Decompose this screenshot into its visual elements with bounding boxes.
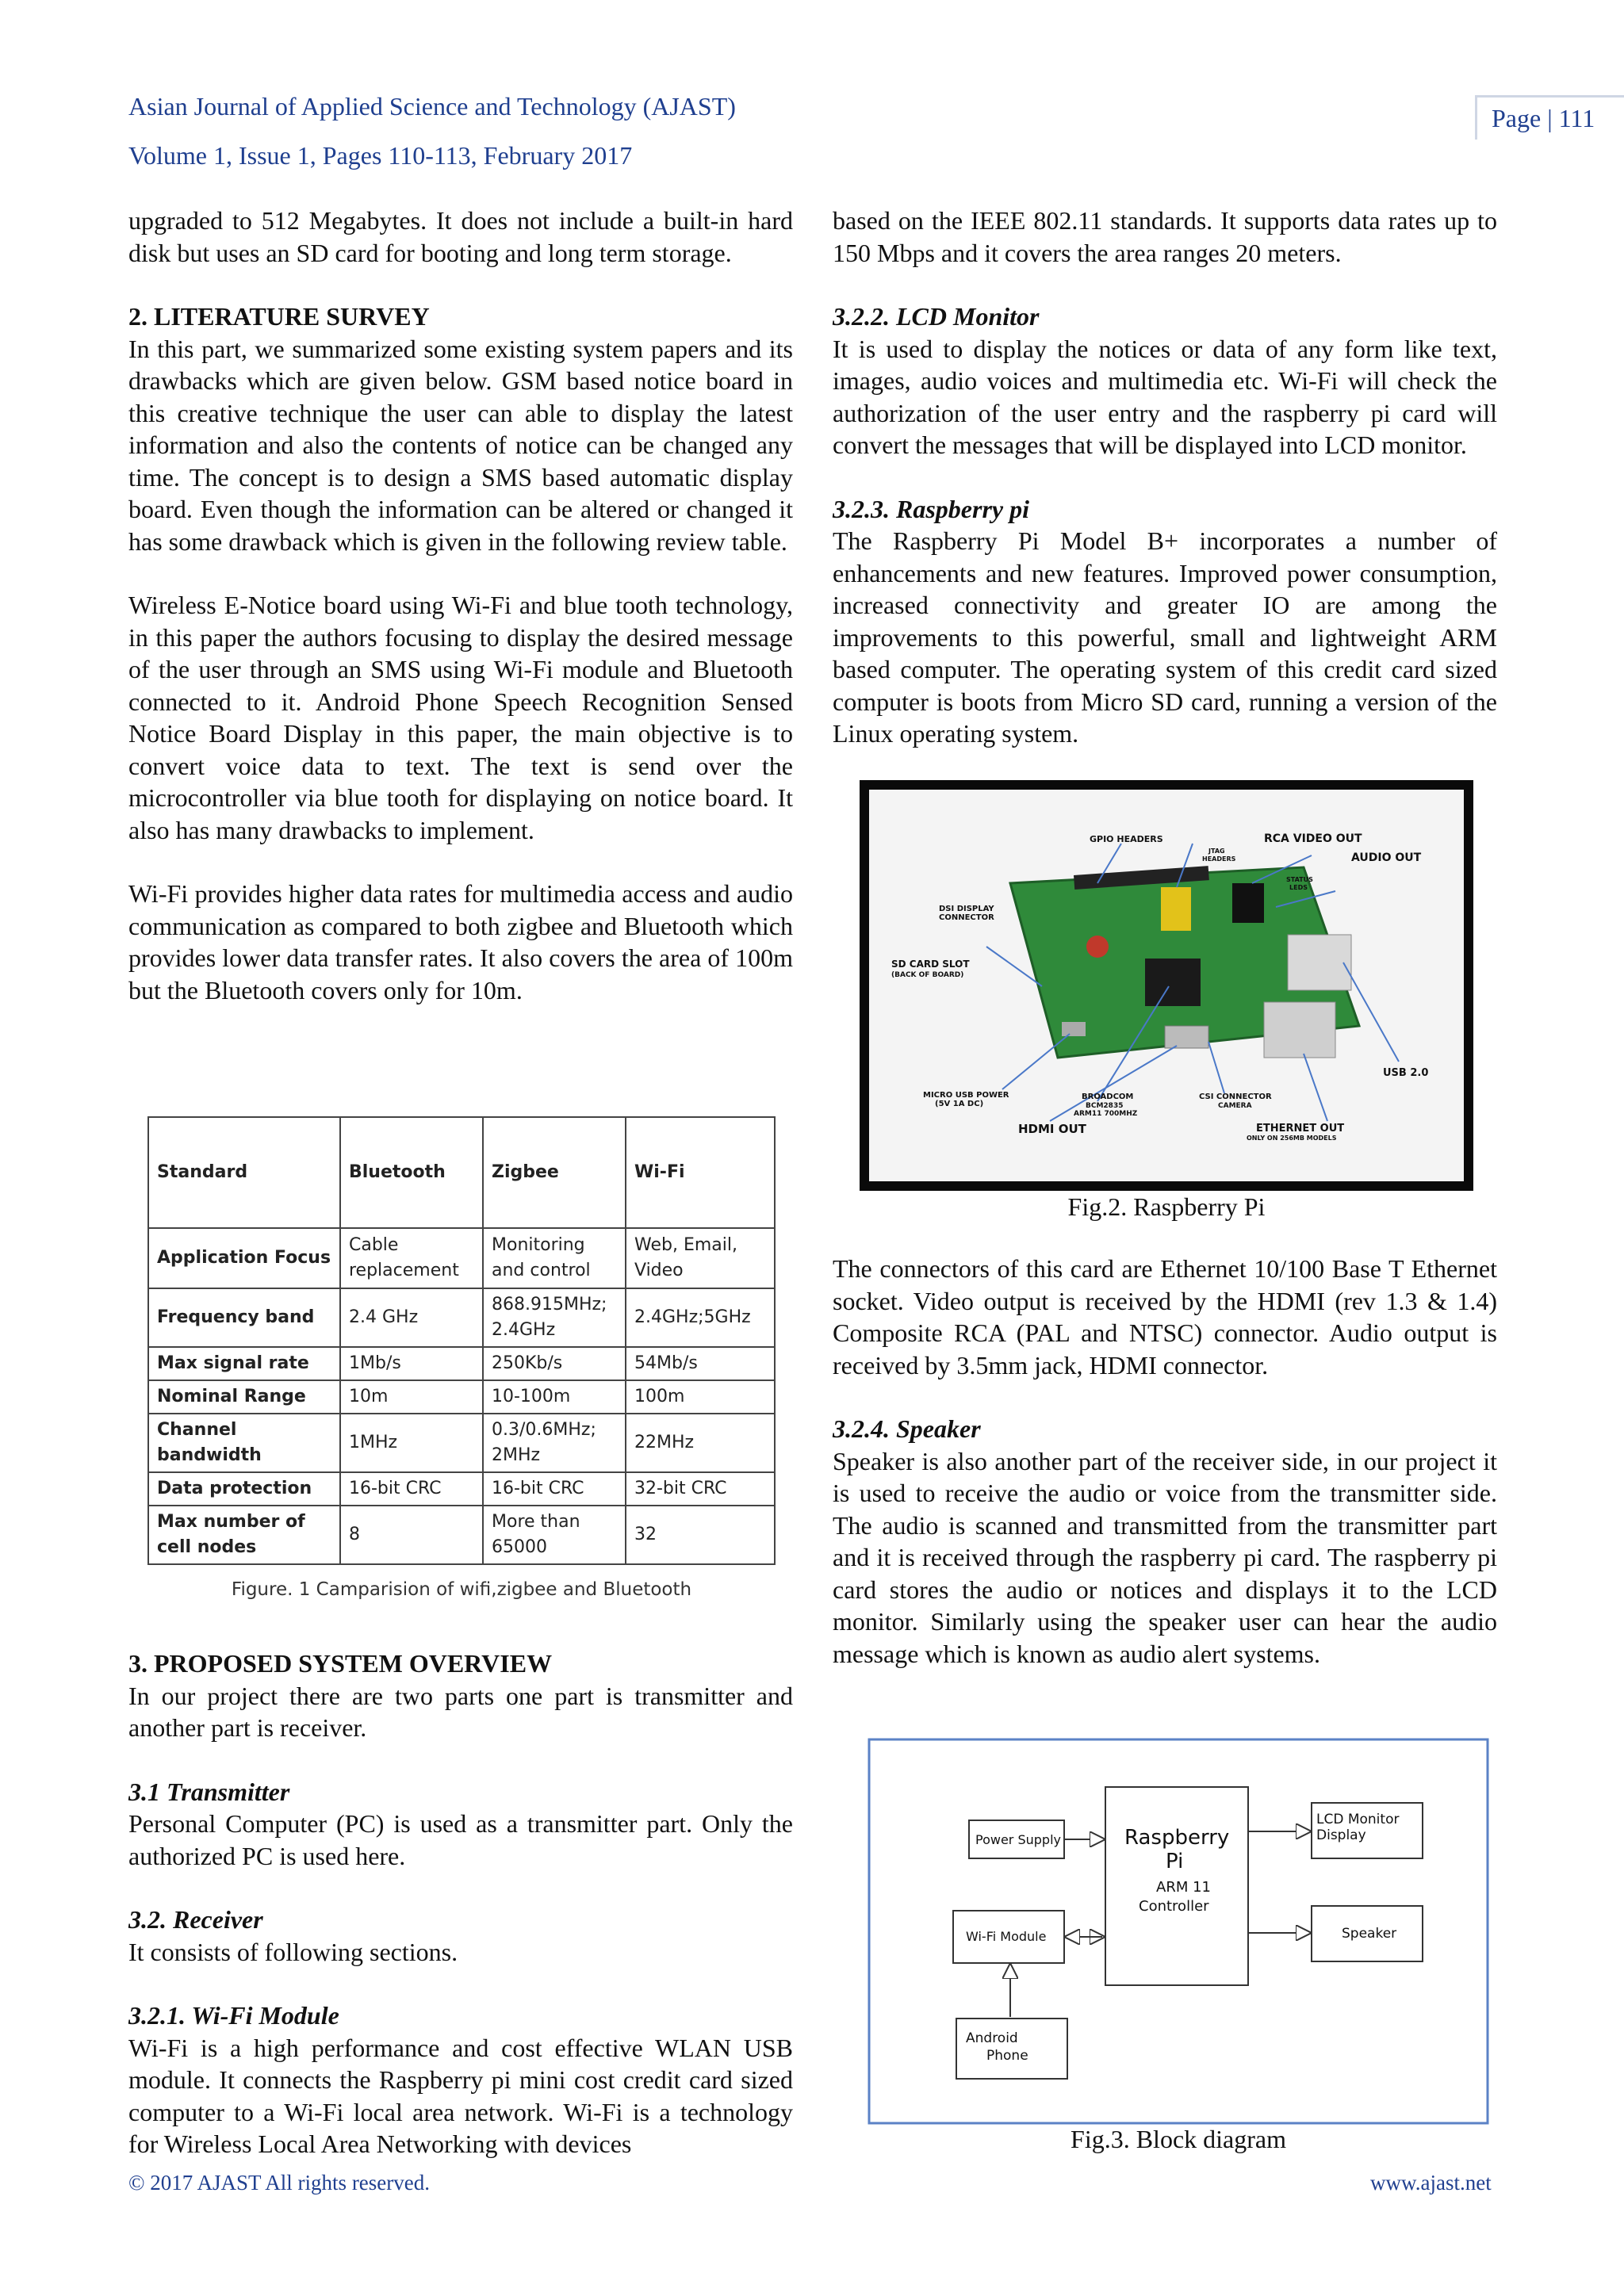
table-cell: Frequency band xyxy=(148,1288,340,1347)
label-gpio: GPIO HEADERS xyxy=(1090,834,1163,844)
table-cell: Web, Email, Video xyxy=(626,1228,775,1288)
label-audio: AUDIO OUT xyxy=(1351,851,1422,864)
page-number: Page | 111 xyxy=(1475,95,1624,140)
label-csi-1: CSI CONNECTOR xyxy=(1199,1093,1272,1101)
table-cell: 16-bit CRC xyxy=(483,1472,626,1506)
raspberry-logo xyxy=(1086,936,1109,958)
label-dsi-2: CONNECTOR xyxy=(939,913,994,922)
label-lcd-1: LCD Monitor xyxy=(1316,1812,1400,1827)
label-raspberry-1: Raspberry xyxy=(1124,1826,1230,1850)
broadcom-chip xyxy=(1145,959,1201,1006)
literature-paragraph: In this part, we summarized some existing system papers and its drawbacks which are given below. GSM based notice board in this creative technique the user can able to display the latest information and also the contents of notice can be changed any time. The concept is to design a SMS based automatic display board. Even though the information can be altered or changed it has some drawback which is given in the following review table. xyxy=(128,334,793,556)
receiver-paragraph: It consists of following sections. xyxy=(128,1937,458,1966)
table-cell: 8 xyxy=(340,1506,483,1564)
wifi-paragraph: Wi-Fi provides higher data rates for multimedia access and audio communication as compared to both zigbee and Bluetooth which provides lower data transfer rates. It also covers the area of 100m but the Bluetooth covers only for 10m. xyxy=(128,879,793,1004)
micro-usb-port xyxy=(1062,1022,1086,1036)
label-hdmi: HDMI OUT xyxy=(1018,1122,1086,1136)
table-header: Zigbee xyxy=(483,1117,626,1228)
label-wifi-module: Wi-Fi Module xyxy=(966,1929,1047,1944)
label-dsi-1: DSI DISPLAY xyxy=(939,905,994,913)
table-cell: 2.4 GHz xyxy=(340,1288,483,1347)
table-cell: 10-100m xyxy=(483,1380,626,1414)
label-csi-2: CAMERA xyxy=(1218,1102,1252,1110)
table-cell: 32-bit CRC xyxy=(626,1472,775,1506)
table-cell: Max signal rate xyxy=(148,1347,340,1380)
table-cell: Data protection xyxy=(148,1472,340,1506)
section-heading-proposed: 3. PROPOSED SYSTEM OVERVIEW xyxy=(128,1649,553,1678)
table-cell: 2.4GHz;5GHz xyxy=(626,1288,775,1347)
usb-port xyxy=(1288,935,1351,990)
comparison-table xyxy=(147,1116,776,1565)
wifi-module-paragraph: Wi-Fi is a high performance and cost effective WLAN USB module. It connects the Raspberry pi mini cost credit card sized computer to a Wi-Fi local area network. Wi-Fi is a technology for Wireless Local Area Networking with devices xyxy=(128,2033,793,2158)
intro-paragraph-right: based on the IEEE 802.11 standards. It supports data rates up to 150 Mbps and it covers the area ranges 20 meters. xyxy=(833,206,1497,267)
label-status-1: STATUS xyxy=(1286,876,1313,883)
label-raspberry-2: Pi xyxy=(1166,1850,1184,1873)
figure2-caption: Fig.2. Raspberry Pi xyxy=(1067,1192,1266,1221)
footer-copyright: © 2017 AJAST All rights reserved. xyxy=(128,2171,431,2195)
rca-connector xyxy=(1161,887,1191,931)
label-jtag-2: HEADERS xyxy=(1202,855,1236,863)
subsection-heading-speaker: 3.2.4. Speaker xyxy=(833,1414,981,1443)
hdmi-port xyxy=(1165,1026,1208,1048)
figure3-caption: Fig.3. Block diagram xyxy=(1071,2125,1286,2153)
volume-info: Volume 1, Issue 1, Pages 110-113, February 2017 xyxy=(128,141,633,170)
footer-website[interactable]: www.ajast.net xyxy=(1370,2171,1492,2195)
table-cell: 10m xyxy=(340,1380,483,1414)
label-micro-usb-2: (5V 1A DC) xyxy=(935,1100,984,1108)
table-cell: 868.915MHz; 2.4GHz xyxy=(483,1288,626,1347)
subsection-heading-lcd: 3.2.2. LCD Monitor xyxy=(833,302,1040,331)
table-row xyxy=(148,1414,775,1472)
table-cell: Application Focus xyxy=(148,1228,340,1288)
table-cell: 0.3/0.6MHz; 2MHz xyxy=(483,1414,626,1472)
label-usb: USB 2.0 xyxy=(1383,1067,1429,1079)
table-cell: Monitoring and control xyxy=(483,1228,626,1288)
label-broadcom-1: BROADCOM xyxy=(1082,1093,1134,1101)
table-cell: 16-bit CRC xyxy=(340,1472,483,1506)
table-cell: Channel bandwidth xyxy=(148,1414,340,1472)
table-cell: More than 65000 xyxy=(483,1506,626,1564)
table-header: Bluetooth xyxy=(340,1117,483,1228)
subsection-heading-raspberry: 3.2.3. Raspberry pi xyxy=(833,494,1029,523)
connectors-paragraph: The connectors of this card are Ethernet 10/100 Base T Ethernet socket. Video output is received by the HDMI (rev 1.3 & 1.4) Composite RCA (PAL and NTSC) connector. Audio output is received by 3.5mm jack, HDMI connector. xyxy=(833,1254,1497,1380)
table-cell: 250Kb/s xyxy=(483,1347,626,1380)
table-cell: 1MHz xyxy=(340,1414,483,1472)
raspberry-pi-figure xyxy=(860,780,1473,1191)
table-cell: 1Mb/s xyxy=(340,1347,483,1380)
label-status-2: LEDS xyxy=(1289,884,1308,891)
speaker-paragraph: Speaker is also another part of the receiver side, in our project it is used to receive the audio or voice from the transmitter side. The audio is scanned and transmitted from the transmitter part and it is received through the raspberry pi card. The raspberry pi card stores the audio or notices and displays it to the LCD monitor. Similarly using the speaker user can hear the audio message which is known as audio alert systems. xyxy=(833,1446,1497,1668)
label-raspberry-3: ARM 11 xyxy=(1156,1879,1211,1896)
label-ethernet-2: ONLY ON 256MB MODELS xyxy=(1247,1135,1337,1142)
table-cell: 32 xyxy=(626,1506,775,1564)
label-raspberry-4: Controller xyxy=(1139,1898,1209,1915)
subsection-heading-receiver: 3.2. Receiver xyxy=(128,1905,263,1934)
label-android-2: Phone xyxy=(986,2048,1028,2064)
table-row xyxy=(148,1380,775,1414)
table-row xyxy=(148,1288,775,1347)
right-column-middle xyxy=(833,1253,1497,1670)
label-micro-usb-1: MICRO USB POWER xyxy=(923,1091,1009,1100)
subsection-heading-wifi-module: 3.2.1. Wi-Fi Module xyxy=(128,2001,339,2030)
table-header: Standard xyxy=(148,1117,340,1228)
label-power-supply: Power Supply xyxy=(975,1832,1061,1847)
label-broadcom-3: ARM11 700MHZ xyxy=(1074,1110,1138,1118)
table-cell: 54Mb/s xyxy=(626,1347,775,1380)
table-row xyxy=(148,1347,775,1380)
table-header: Wi-Fi xyxy=(626,1117,775,1228)
journal-title: Asian Journal of Applied Science and Technology (AJAST) xyxy=(128,92,736,121)
table-row xyxy=(148,1506,775,1564)
table-row xyxy=(148,1228,775,1288)
figure1-caption: Figure. 1 Camparision of wifi,zigbee and Bluetooth xyxy=(231,1579,692,1600)
label-ethernet-1: ETHERNET OUT xyxy=(1256,1123,1345,1135)
table-row xyxy=(148,1472,775,1506)
table-cell: Max number of cell nodes xyxy=(148,1506,340,1564)
wireless-paragraph: Wireless E-Notice board using Wi-Fi and blue tooth technology, in this paper the authors focusing to display the desired message of the user through an SMS using Wi-Fi module and Bluetooth connected to it. Android Phone Speech Recognition Sensed Notice Board Display in this paper, the main objective is to convert voice data to text. The text is send over the microcontroller via blue tooth for displaying on notice board. It also has many drawbacks to implement. xyxy=(128,591,793,844)
left-column-top xyxy=(128,205,793,1006)
table-header-row xyxy=(148,1117,775,1228)
label-speaker: Speaker xyxy=(1342,1926,1397,1942)
label-sd-2: (BACK OF BOARD) xyxy=(891,971,964,979)
table-cell: 100m xyxy=(626,1380,775,1414)
label-android-1: Android xyxy=(966,2030,1018,2046)
label-sd-1: SD CARD SLOT xyxy=(891,959,970,970)
block-diagram xyxy=(868,1738,1489,2125)
transmitter-paragraph: Personal Computer (PC) is used as a transmitter part. Only the authorized PC is used here. xyxy=(128,1809,793,1870)
table-cell: 22MHz xyxy=(626,1414,775,1472)
label-jtag-1: JTAG xyxy=(1208,848,1225,855)
label-lcd-2: Display xyxy=(1316,1827,1366,1843)
table-cell: Cable replacement xyxy=(340,1228,483,1288)
subsection-heading-transmitter: 3.1 Transmitter xyxy=(128,1777,290,1806)
left-column-bottom xyxy=(128,1647,793,2160)
section-heading-literature: 2. LITERATURE SURVEY xyxy=(128,302,430,331)
right-column-top xyxy=(833,205,1497,750)
ethernet-port xyxy=(1264,1002,1335,1058)
lcd-paragraph: It is used to display the notices or data of any form like text, images, audio voices and multimedia etc. Wi-Fi will check the authorization of the user entry and the raspberry pi card will convert the messages that will be displayed into LCD monitor. xyxy=(833,334,1497,459)
label-broadcom-2: BCM2835 xyxy=(1086,1102,1124,1110)
label-rca: RCA VIDEO OUT xyxy=(1264,832,1362,845)
audio-jack xyxy=(1232,883,1264,923)
proposed-paragraph: In our project there are two parts one part is transmitter and another part is receiver. xyxy=(128,1681,793,1742)
intro-paragraph: upgraded to 512 Megabytes. It does not include a built-in hard disk but uses an SD card for booting and long term storage. xyxy=(128,206,793,267)
raspberry-paragraph: The Raspberry Pi Model B+ incorporates a number of enhancements and new features. Improved power consumption, increased connectivity and greater IO are among the improvements to this powerful, small and lightweight ARM based computer. The operating system of this credit card sized computer is boots from Micro SD card, running a version of the Linux operating system. xyxy=(833,526,1497,748)
table-cell: Nominal Range xyxy=(148,1380,340,1414)
